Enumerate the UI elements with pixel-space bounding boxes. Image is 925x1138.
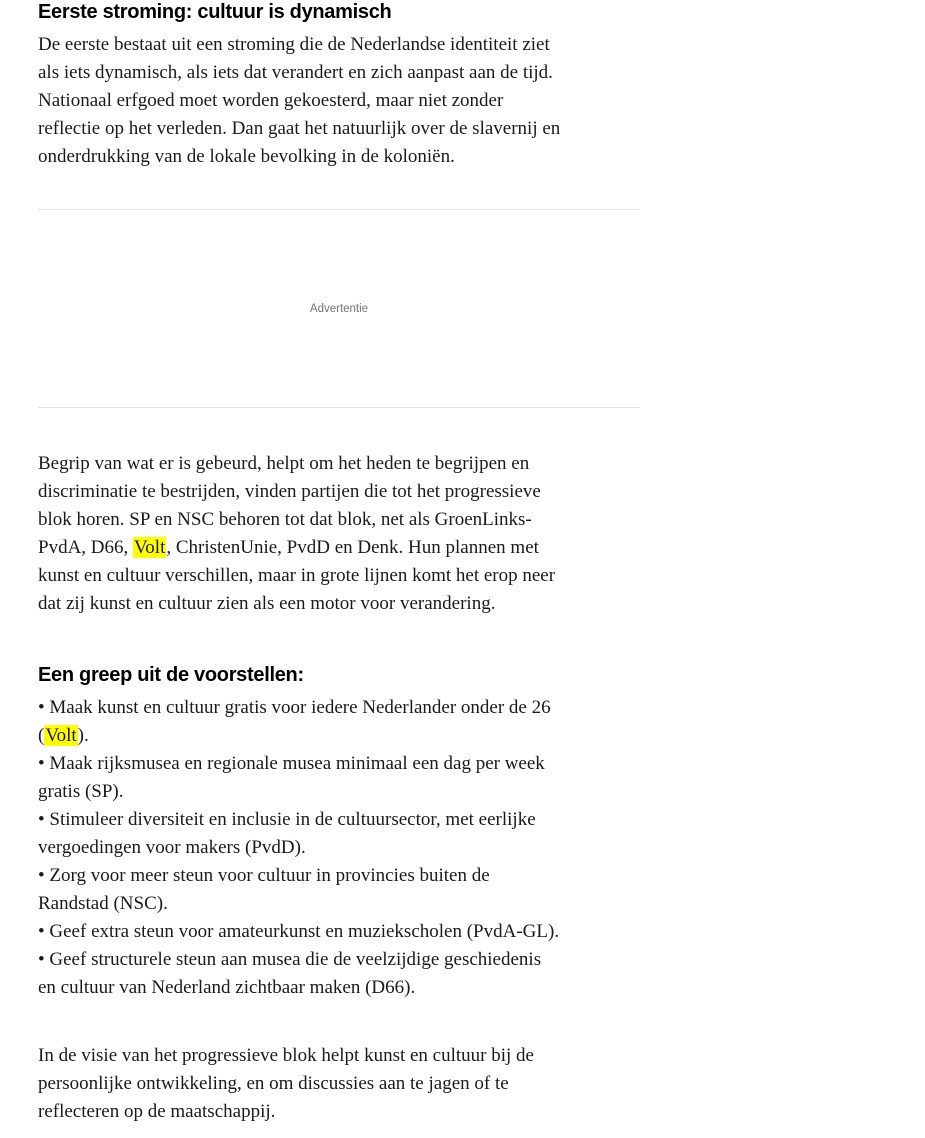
text-segment: • Stimuleer diversiteit en inclusie in de cultuursector, met eerlijke — [38, 809, 536, 830]
text-segment: Begrip van wat er is gebeurd, helpt om het heden te begrijpen en — [38, 453, 530, 474]
text-segment: dat zij kunst en cultuur zien als een motor voor verandering. — [38, 593, 496, 614]
sub-heading: Een greep uit de voorstellen: — [38, 664, 304, 686]
text-segment: ). — [77, 725, 89, 746]
text-segment: onderdrukking van de lokale bevolking in de koloniën. — [38, 146, 455, 167]
article-body — [38, 0, 640, 1126]
advertisement-slot — [38, 210, 640, 407]
text-segment: In de visie van het progressieve blok helpt kunst en cultuur bij de — [38, 1045, 534, 1066]
text-segment: blok horen. SP en NSC behoren tot dat blok, net als GroenLinks- — [38, 509, 532, 530]
text-segment: en cultuur van Nederland zichtbaar maken (D66). — [38, 977, 416, 998]
text-segment: Nationaal erfgoed moet worden gekoesterd, maar niet zonder — [38, 90, 504, 111]
list-item — [38, 694, 640, 750]
text-segment: reflecteren op de maatschappij. — [38, 1101, 276, 1122]
proposals-list — [38, 694, 640, 1002]
advert-label: Advertentie — [309, 302, 369, 315]
search-highlight: Volt — [134, 537, 166, 558]
text-segment: Randstad (NSC). — [38, 893, 168, 914]
text-segment: • Geef structurele steun aan musea die de veelzijdige geschiedenis — [38, 949, 542, 970]
text-segment: vergoedingen voor makers (PvdD). — [38, 837, 306, 858]
text-segment: , ChristenUnie, PvdD en Denk. Hun plannen met — [166, 537, 539, 558]
search-highlight: Volt — [45, 725, 77, 746]
list-item — [38, 862, 640, 918]
text-segment: De eerste bestaat uit een stroming die de Nederlandse identiteit ziet — [38, 34, 550, 55]
list-item — [38, 946, 640, 1002]
text-segment: • Zorg voor meer steun voor cultuur in provincies buiten de — [38, 865, 490, 886]
list-item — [38, 750, 640, 806]
list-item — [38, 918, 640, 946]
paragraph — [38, 31, 640, 171]
list-item — [38, 806, 640, 862]
text-segment: kunst en cultuur verschillen, maar in grote lijnen komt het erop neer — [38, 565, 556, 586]
text-segment: ( — [38, 725, 45, 746]
text-segment: • Geef extra steun voor amateurkunst en muziekscholen (PvdA-GL). — [38, 921, 560, 942]
text-segment: • Maak kunst en cultuur gratis voor iedere Nederlander onder de 26 — [38, 697, 551, 718]
text-segment: reflectie op het verleden. Dan gaat het natuurlijk over de slavernij en — [38, 118, 561, 139]
paragraph — [38, 450, 640, 618]
text-segment: PvdA, D66, — [38, 537, 134, 558]
section-heading: Eerste stroming: cultuur is dynamisch — [38, 1, 392, 23]
text-segment: discriminatie te bestrijden, vinden partijen die tot het progressieve — [38, 481, 541, 502]
text-segment: persoonlijke ontwikkeling, en om discussies aan te jagen of te — [38, 1073, 509, 1094]
text-segment: • Maak rijksmusea en regionale musea minimaal een dag per week — [38, 753, 545, 774]
divider — [38, 407, 640, 408]
text-segment: als iets dynamisch, als iets dat verandert en zich aanpast aan de tijd. — [38, 62, 553, 83]
paragraph — [38, 1042, 640, 1126]
text-segment: gratis (SP). — [38, 781, 124, 802]
